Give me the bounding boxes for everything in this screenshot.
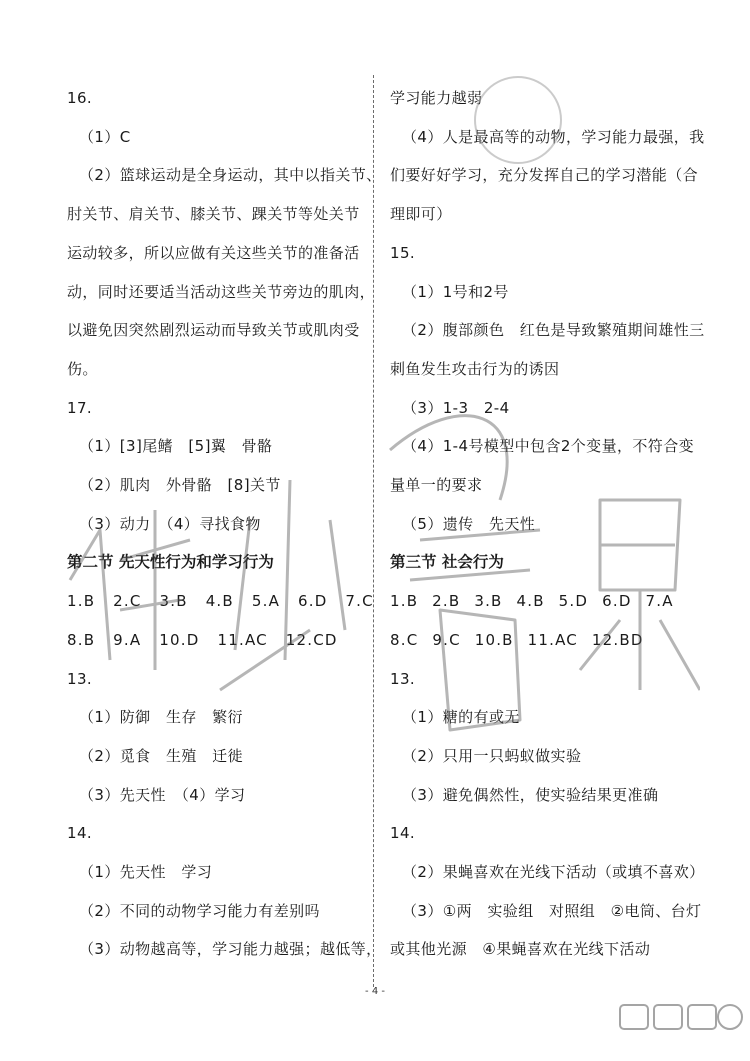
answer-line: （1）先天性 学习 [79,863,213,881]
answer-line: （2）觅食 生殖 迁徙 [79,746,243,765]
answer-line: 伤。 [67,359,98,378]
stamp-watermark-icon [466,68,570,172]
section-heading: 第三节 社会行为 [390,553,504,572]
answer-line: 17. [67,398,93,417]
answer-line: （3）先天性 （4）学习 [79,785,246,804]
corner-watermark-icon [616,1001,746,1059]
answer-line: 14. [390,824,416,843]
answer-line: （3）①两 实验组 对照组 ②电筒、台灯 [402,901,702,920]
answer-row: 1.B 2.C 3.B 4.B 5.A 6.D 7.C [67,592,374,611]
answer-line: （3）避免偶然性，使实验结果更准确 [402,785,659,804]
answer-line: （2）只用一只蚂蚁做实验 [402,746,582,765]
answer-line: 13. [390,669,416,688]
answer-line: 肘关节、肩关节、膝关节、踝关节等处关节 [67,205,360,224]
answer-line: （4）人是最高等的动物，学习能力最强，我 [402,127,705,146]
answer-line: （1）1号和2号 [402,282,509,301]
answer-line: （2）果蝇喜欢在光线下活动（或填不喜欢） [402,863,705,881]
answer-line: 动，同时还要适当活动这些关节旁边的肌肉， [67,282,376,301]
answer-row: 8.C 9.C 10.B 11.AC 12.BD [390,630,644,649]
answer-row: 1.B 2.B 3.B 4.B 5.D 6.D 7.A [390,592,674,611]
answer-line: （3）动力 （4）寻找食物 [79,514,261,533]
answer-line: （1）C [79,127,131,146]
page-number: - 4 - [365,986,385,997]
answer-row: 8.B 9.A 10.D 11.AC 12.CD [67,630,338,649]
answer-line: 以避免因突然剧烈运动而导致关节或肌肉受 [67,321,360,340]
answer-line: （2）不同的动物学习能力有差别吗 [79,901,320,920]
answer-line: （2）腹部颜色 红色是导致繁殖期间雄性三 [402,321,705,340]
answer-line: 们要好好学习，充分发挥自己的学习潜能（合 [390,166,699,185]
answer-line: 16. [67,89,93,107]
answer-line: 运动较多，所以应做有关这些关节的准备活 [67,243,360,262]
answer-line: （5）遗传 先天性 [402,514,536,533]
answer-line: 理即可） [390,205,452,224]
answer-line: （3）1-3 2-4 [402,398,510,417]
answer-line: 13. [67,669,93,688]
answer-line: 14. [67,824,93,843]
section-heading: 第二节 先天性行为和学习行为 [67,553,274,572]
answer-line: （4）1-4号模型中包含2个变量，不符合变 [402,437,694,456]
answer-line: （3）动物越高等，学习能力越强；越低等， [79,940,382,959]
column-divider [373,75,374,987]
answer-line: （1）[3]尾鳍 [5]翼 骨骼 [79,437,273,456]
answer-line: 学习能力越弱 [390,89,483,107]
answer-line: （1）糖的有或无 [402,708,520,727]
answer-line: 刺鱼发生攻击行为的诱因 [390,359,560,378]
answer-line: 15. [390,243,416,262]
answer-line: 量单一的要求 [390,476,483,494]
answer-line: （2）肌肉 外骨骼 [8]关节 [79,476,281,494]
answer-line: 或其他光源 ④果蝇喜欢在光线下活动 [390,940,651,959]
answer-line: （2）篮球运动是全身运动，其中以指关节、 [79,166,382,185]
answer-line: （1）防御 生存 繁衍 [79,708,243,727]
